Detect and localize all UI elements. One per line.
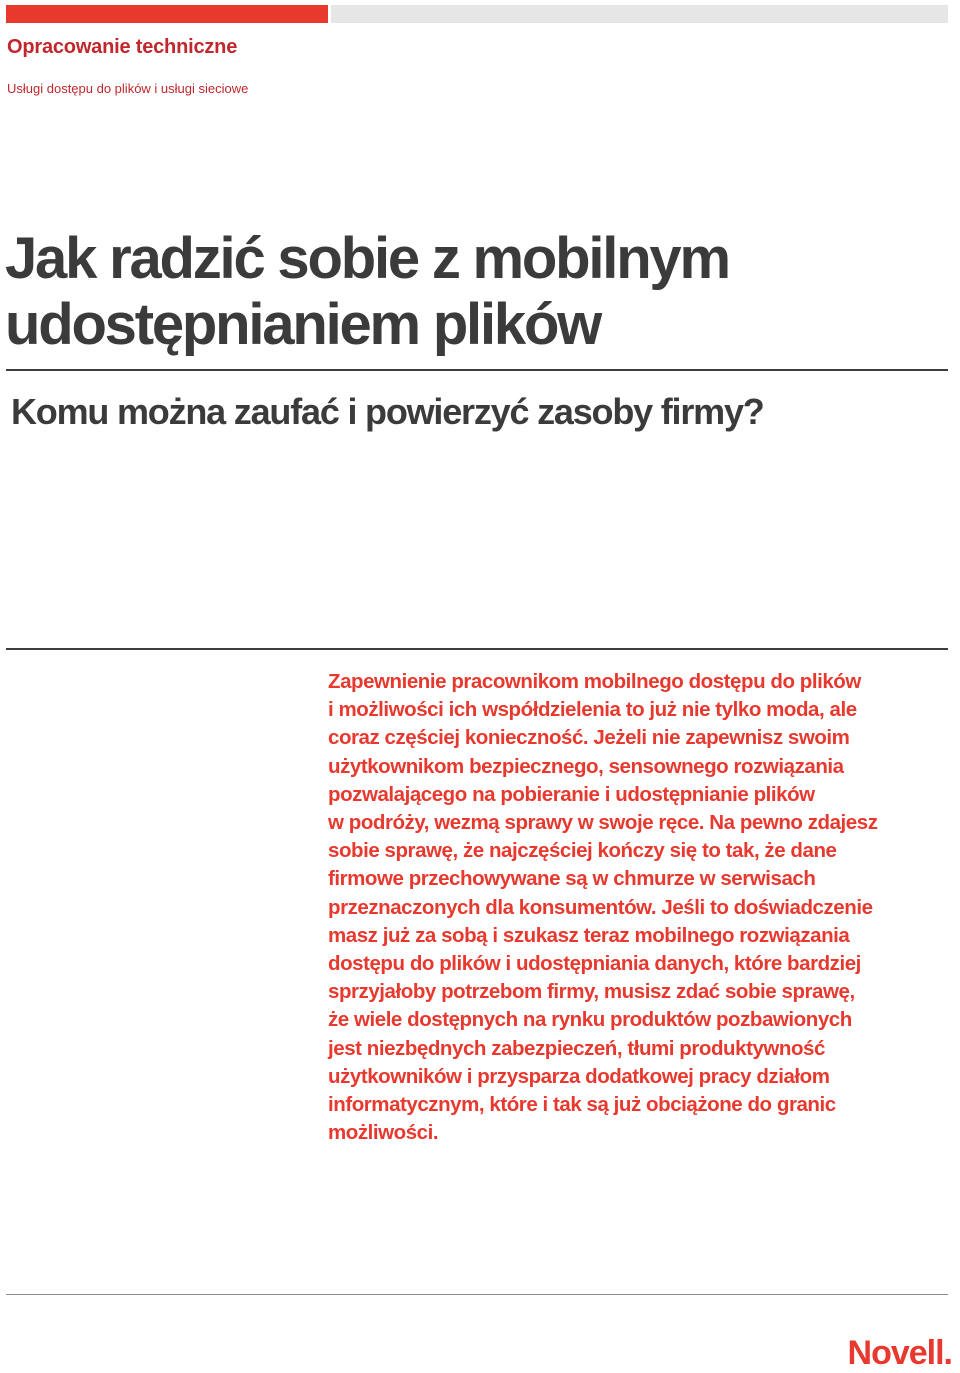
document-category: Usługi dostępu do plików i usługi sieciowe xyxy=(7,81,249,96)
page-title xyxy=(5,226,905,358)
intro-line: sobie sprawę, że najczęściej kończy się to tak, że dane xyxy=(328,839,837,863)
page-subtitle: Komu można zaufać i powierzyć zasoby firmy? xyxy=(11,391,764,432)
intro-line: Zapewnienie pracownikom mobilnego dostępu do plików xyxy=(328,670,861,693)
intro-line: firmowe przechowywane są w chmurze w serwisach xyxy=(328,867,816,891)
intro-line: dostępu do plików i udostępniania danych, które bardziej xyxy=(328,952,861,976)
intro-line: w podróży, wezmą sprawy w swoje ręce. Na pewno zdajesz xyxy=(328,811,878,835)
intro-line: że wiele dostępnych na rynku produktów pozbawionych xyxy=(328,1008,852,1032)
top-accent-bar-grey xyxy=(331,5,948,23)
intro-line: informatycznym, które i tak są już obciążone do granic xyxy=(328,1093,836,1117)
intro-line: jest niezbędnych zabezpieczeń, tłumi produktywność xyxy=(328,1036,825,1060)
novell-logo: Novell. xyxy=(847,1334,952,1372)
intro-line: i możliwości ich współdzielenia to już nie tylko moda, ale xyxy=(328,698,857,722)
intro-line: użytkownikom bezpiecznego, sensownego rozwiązania xyxy=(328,754,844,778)
top-accent-bar-red xyxy=(6,5,328,23)
title-divider xyxy=(6,369,948,371)
page-title-line-2: udostępnianiem plików xyxy=(5,292,601,357)
intro-line: pozwalającego na pobieranie i udostępnianie plików xyxy=(328,782,815,806)
intro-line: możliwości. xyxy=(328,1121,439,1145)
intro-line: przeznaczonych dla konsumentów. Jeśli to doświadczenie xyxy=(328,895,873,919)
page-title-line-1: Jak radzić sobie z mobilnym xyxy=(5,226,729,291)
intro-divider xyxy=(6,648,948,650)
intro-line: sprzyjałoby potrzebom firmy, musisz zdać sobie sprawę, xyxy=(328,980,855,1004)
document-type: Opracowanie techniczne xyxy=(7,36,238,58)
intro-paragraph xyxy=(328,668,948,1147)
footer-divider xyxy=(6,1294,948,1295)
intro-line: użytkowników i przysparza dodatkowej pracy działom xyxy=(328,1064,830,1088)
intro-line: coraz częściej konieczność. Jeżeli nie zapewnisz swoim xyxy=(328,726,850,750)
intro-line: masz już za sobą i szukasz teraz mobilnego rozwiązania xyxy=(328,923,850,947)
